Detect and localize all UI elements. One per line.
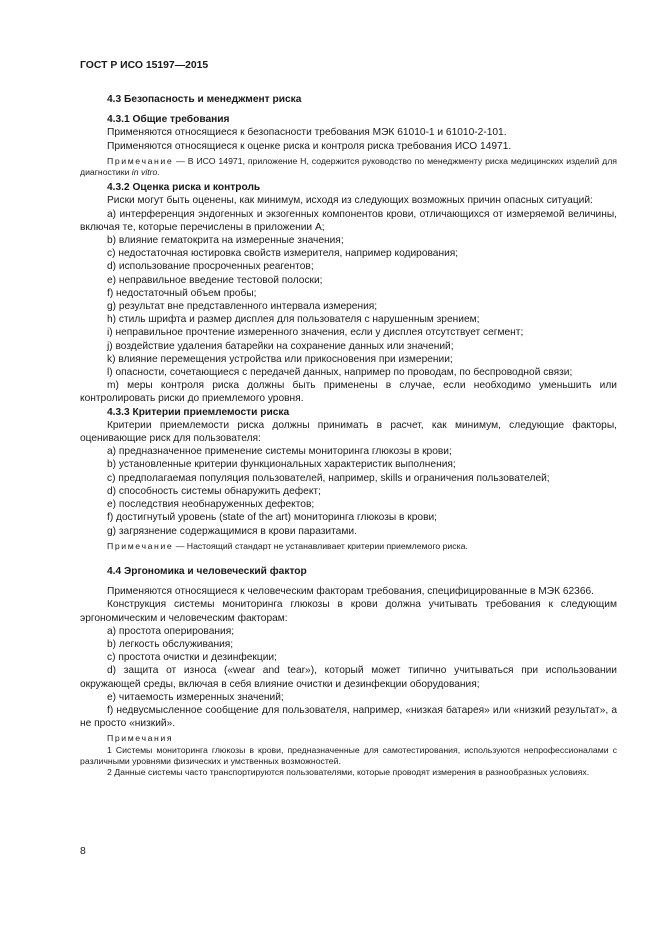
list-item: d) использование просроченных реагентов; <box>107 261 314 273</box>
list-item: d) способность системы обнаружить дефект; <box>107 485 321 497</box>
section-4-3-2-title: 4.3.2 Оценка риска и контроль <box>107 182 261 194</box>
list-item: f) недвусмысленное сообщение для пользователя, например, «низкая батарея» или «низкий результат», а не просто «низкий». <box>80 704 617 730</box>
document-header: ГОСТ Р ИСО 15197—2015 <box>80 60 209 71</box>
list-item: c) предполагаемая популяция пользователей, например, skills и ограничения пользователей; <box>107 472 550 484</box>
list-item: e) последствия необнаруженных дефектов; <box>107 499 315 511</box>
list-item: a) интерференция эндогенных и экзогенных компонентов крови, отличающихся от измеряемой величины, включая те, которые перечислены в приложении А; <box>80 208 617 233</box>
note-item: 2 Данные системы часто транспортируются пользователями, которые проводят измерения в разнообразных условиях. <box>107 766 590 777</box>
list-item: d) защита от износа («wear and tear»), который может типично учитываться при использовании окружающей среды, включая в себя влияние очистки и дезинфекции оборудования; <box>80 665 617 690</box>
list-item: k) влияние перемещения устройства или прикосновения при измерении; <box>107 353 453 365</box>
list-item: a) простота оперирования; <box>107 625 235 637</box>
section-4-3-3-title: 4.3.3 Критерии приемлемости риска <box>107 406 290 418</box>
list-item: f) недостаточный объем пробы; <box>107 287 257 299</box>
list-item: l) опасности, сочетающиеся с передачей данных, например по проводам, по беспроводной связи; <box>107 367 573 379</box>
list-item: j) воздействие удаления батарейки на сохранение данных или значений; <box>107 340 454 352</box>
list-item: i) неправильное прочтение измеренного значения, если у дисплея отсутствует сегмент; <box>107 327 524 339</box>
paragraph: Конструкция системы мониторинга глюкозы в крови должна учитывать требования к следующим эргономическим и человеческим факторам: <box>80 599 617 624</box>
list-item: e) неправильное введение тестовой полоски; <box>107 274 323 286</box>
note-4-3-1 <box>80 156 617 178</box>
list-item: g) загрязнение содержащимися в крови паразитами. <box>107 525 357 537</box>
section-4-4-title: 4.4 Эргономика и человеческий фактор <box>107 565 307 577</box>
note-label: Примечание <box>107 540 174 551</box>
note-label: Примечание <box>107 155 174 166</box>
note-italic: in vitro <box>131 167 158 178</box>
note-item: 1 Системы мониторинга глюкозы в крови, предназначенные для самотестирования, используются непрофессионалами с различными уровнями физических и умственных возможностей. <box>80 744 617 766</box>
document-body <box>80 93 617 778</box>
list-item: h) стиль шрифта и размер дисплея для пользователя с нарушенным зрением; <box>107 314 480 326</box>
list-item: b) влияние гематокрита на измеренные значения; <box>107 235 344 247</box>
note-text: — В ИСО 14971, приложение Н, содержится руководство по менеджменту риска медицинских изделий для диагностики <box>80 155 617 178</box>
list-item: m) меры контроля риска должны быть применены в случае, если необходимо уменьшить или контролировать риски до приемлемого уровня. <box>80 380 617 405</box>
list-item: e) читаемость измеренных значений; <box>107 691 284 703</box>
list-item: a) предназначенное применение системы мониторинга глюкозы в крови; <box>107 446 452 458</box>
list-item: f) достигнутый уровень (state of the art) мониторинга глюкозы в крови; <box>107 512 437 524</box>
list-item: g) результат вне представленного интервала измерения; <box>107 301 378 313</box>
note-end: . <box>157 167 160 178</box>
list-item: b) установленные критерии функциональных характеристик выполнения; <box>107 459 456 471</box>
note-4-3-3 <box>80 541 617 552</box>
paragraph: Критерии приемлемости риска должны принимать в расчет, как минимум, следующие факторы, оценивающие риск для пользователя: <box>80 419 617 445</box>
paragraph: Применяются относящиеся к безопасности требования МЭК 61010-1 и 61010-2-101. <box>107 127 507 139</box>
list-item: c) недостаточная юстировка свойств измерителя, например кодирования; <box>107 248 459 260</box>
list-item: c) простота очистки и дезинфекции; <box>107 652 277 664</box>
note-text: — Настоящий стандарт не устанавливает критерии приемлемого риска. <box>173 540 468 551</box>
paragraph: Применяются относящиеся к оценке риска и контроля риска требования ИСО 14971. <box>107 140 512 152</box>
page-number: 8 <box>80 846 86 857</box>
paragraph: Применяются относящиеся к человеческим факторам требования, специфицированные в МЭК 62366. <box>107 586 594 598</box>
section-4-3-title: 4.3 Безопасность и менеджмент риска <box>107 94 302 105</box>
paragraph: Риски могут быть оценены, как минимум, исходя из следующих возможных причин опасных ситуаций: <box>107 195 593 207</box>
notes-label: Примечания <box>107 733 174 744</box>
section-4-3-1-title: 4.3.1 Общие требования <box>107 114 230 126</box>
list-item: b) легкость обслуживания; <box>107 638 234 650</box>
